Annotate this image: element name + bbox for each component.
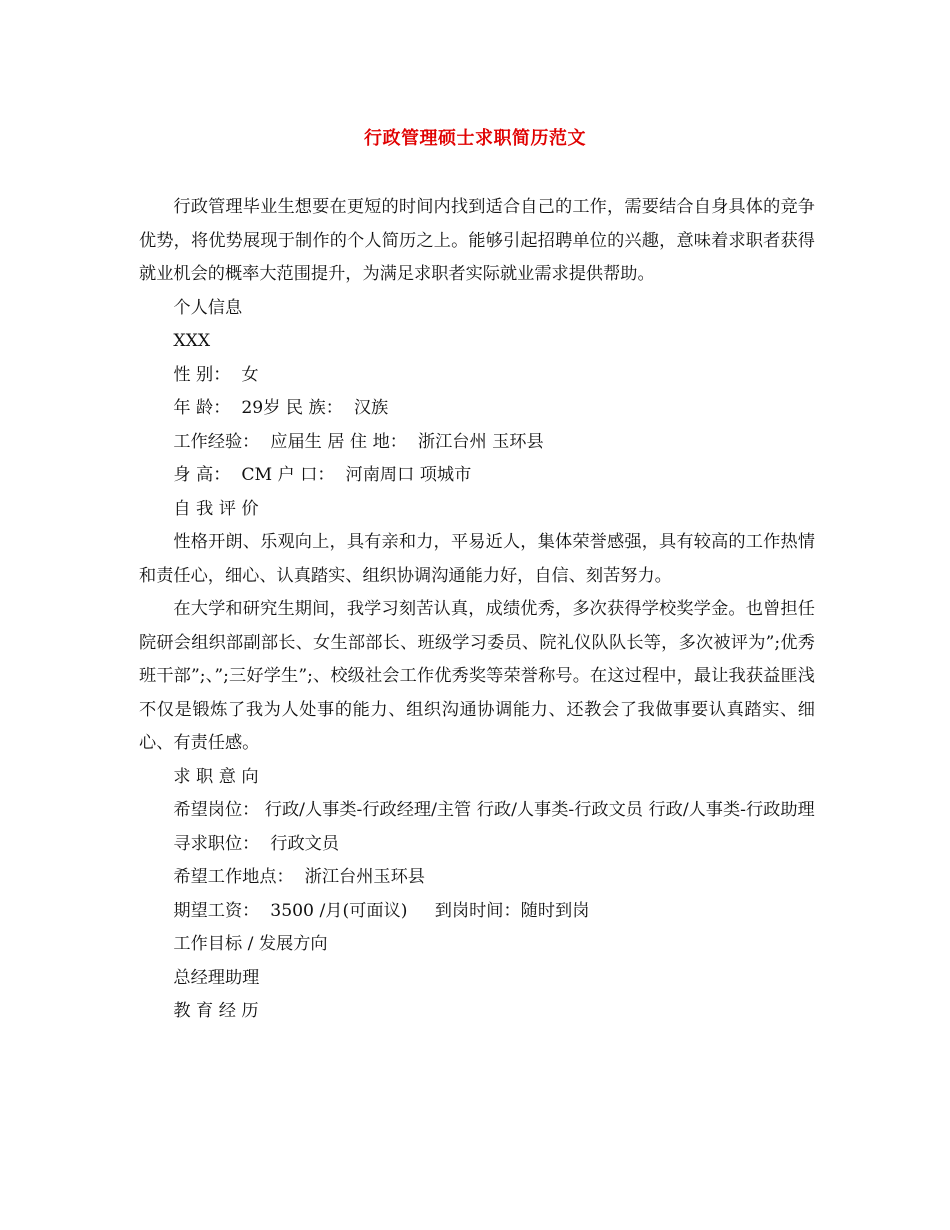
education-heading: 教 育 经 历 [173, 1001, 259, 1021]
name-line: XXX [173, 331, 211, 351]
job-intention-heading: 求 职 意 向 [173, 766, 259, 787]
seeking-position-line: 寻求职位： 行政文员 [173, 833, 340, 854]
desired-location-line: 希望工作地点： 浙江台州玉环县 [173, 867, 425, 887]
work-goal-line: 总经理助理 [173, 967, 260, 988]
work-goal-heading: 工作目标 / 发展方向 [173, 934, 328, 954]
age-ethnicity-line: 年 龄： 29岁 民 族： 汉族 [173, 398, 389, 418]
self-evaluation-heading: 自 我 评 价 [173, 498, 259, 519]
self-evaluation-paragraph-1: 性格开朗、乐观向上，具有亲和力，平易近人，集体荣誉感强，具有较高的工作热情和责任心，细心、认真踏实、组织协调沟通能力好，自信、刻苦努力。 [139, 532, 815, 586]
document-body [139, 191, 815, 1029]
document-title: 行政管理硕士求职简历范文 [364, 128, 586, 149]
intro-paragraph: 行政管理毕业生想要在更短的时间内找到适合自己的工作，需要结合自身具体的竞争优势，将优势展现于制作的个人简历之上。能够引起招聘单位的兴趣，意味着求职者获得就业机会的概率大范围提升，为满足求职者实际就业需求提供帮助。 [139, 197, 815, 284]
desired-positions-line: 希望岗位： 行政/人事类-行政经理/主管 行政/人事类-行政文员 行政/人事类-行政助理 [173, 800, 815, 820]
expected-salary-line: 期望工资： 3500 /月(可面议) 到岗时间：随时到岗 [173, 900, 590, 921]
experience-residence-line: 工作经验： 应届生 居 住 地： 浙江台州 玉环县 [173, 431, 544, 452]
self-evaluation-paragraph-2: 在大学和研究生期间，我学习刻苦认真，成绩优秀，多次获得学校奖学金。也曾担任院研会组织部副部长、女生部部长、班级学习委员、院礼仪队队长等，多次被评为”;优秀班干部”;、”;三好学生”;、校级社会工作优秀奖等荣誉称号。在这过程中，最让我获益匪浅不仅是锻炼了我为人处事的能力、组织沟通协调能力、还教会了我做事要认真踏实、细心、有责任感。 [139, 599, 815, 753]
height-hukou-line: 身 高： CM 户 口： 河南周口 项城市 [173, 465, 472, 485]
gender-line: 性 别： 女 [173, 364, 259, 385]
personal-info-heading: 个人信息 [173, 297, 243, 318]
